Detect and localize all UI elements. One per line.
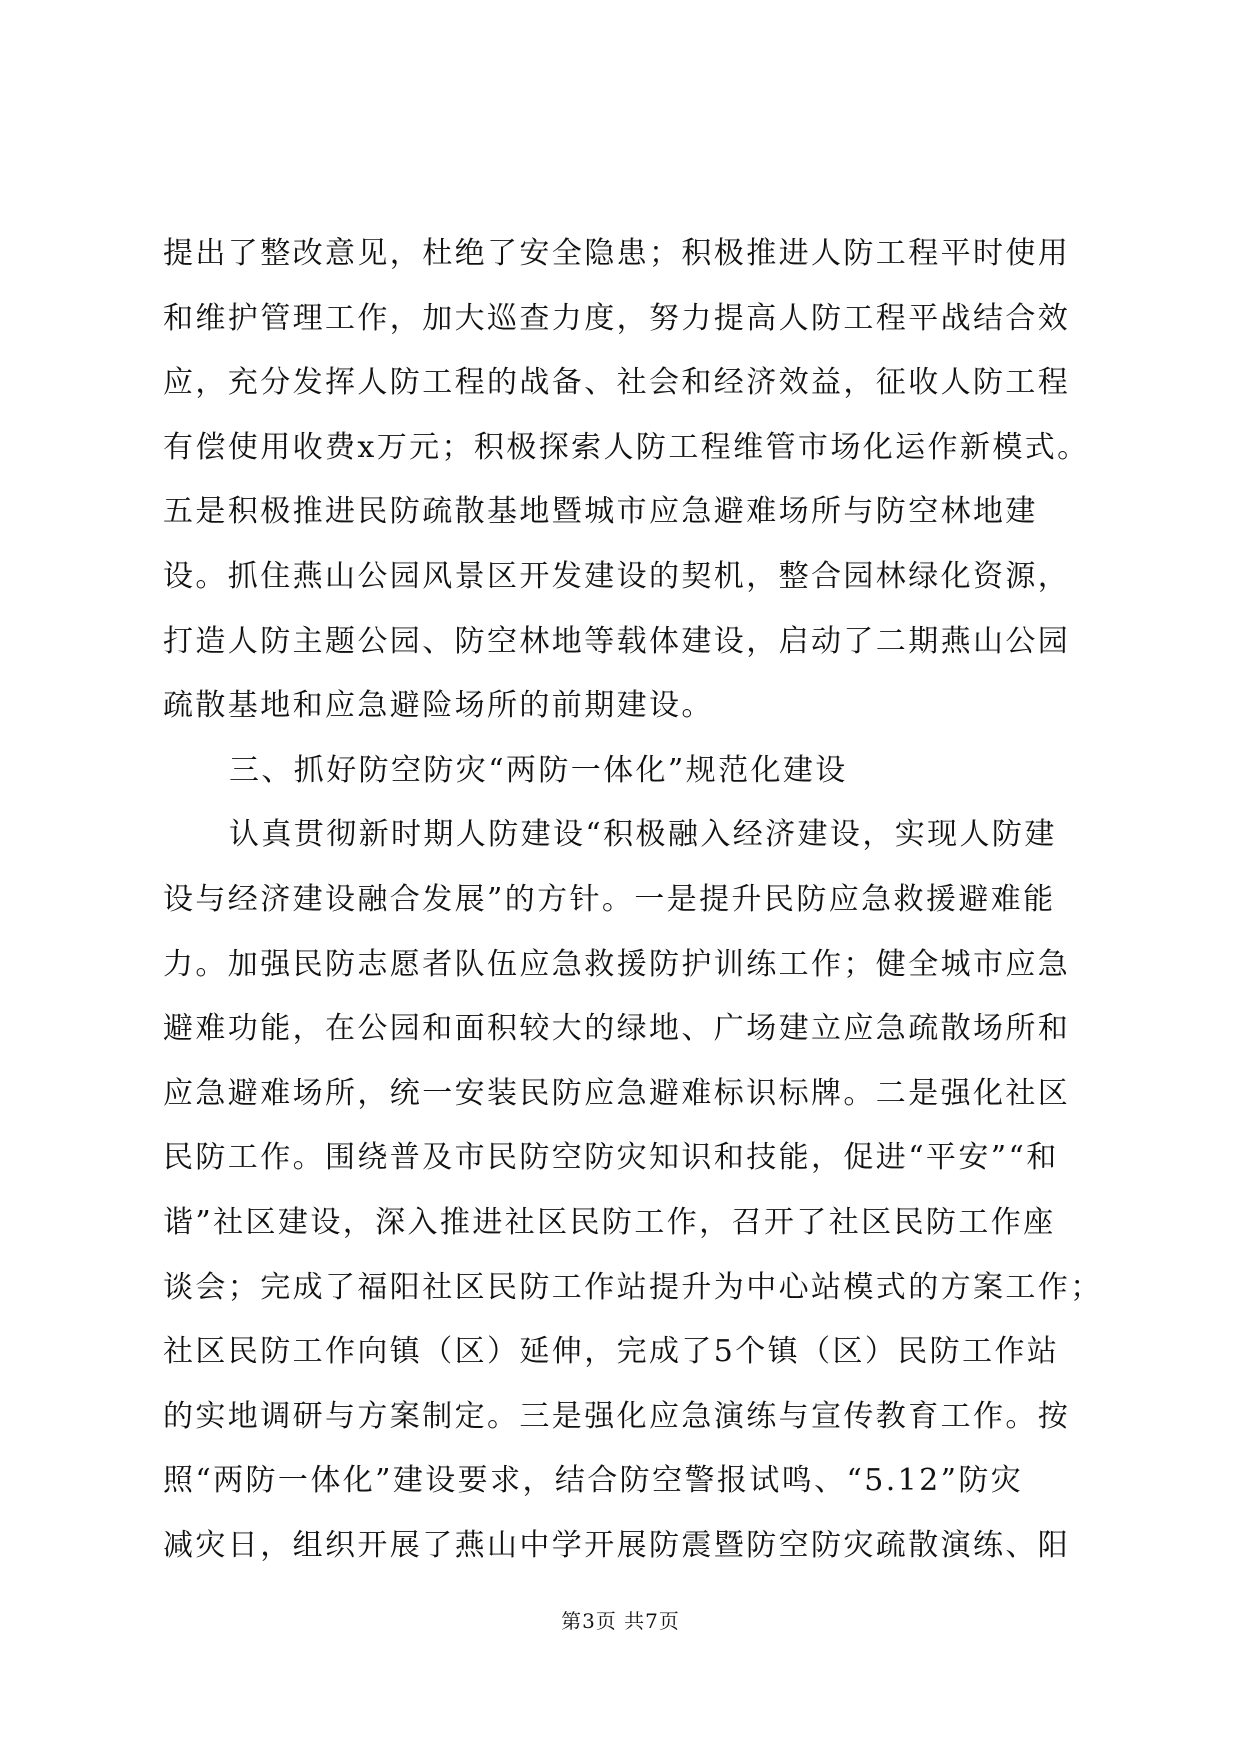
text-line: 疏散基地和应急避险场所的前期建设。 [163, 688, 714, 724]
text-line: 谐”社区建设，深入推进社区民防工作，召开了社区民防工作座 [163, 1204, 1056, 1240]
text-line: 设与经济建设融合发展”的方针。一是提升民防应急救援避难能 [163, 881, 1056, 917]
text-line: 民防工作。围绕普及市民防空防灾知识和技能，促进“平安”“和 [163, 1140, 1059, 1176]
text-line: 照“两防一体化”建设要求，结合防空警报试鸣、“5.12”防灾 [163, 1463, 1024, 1499]
text-line: 避难功能，在公园和面积较大的绿地、广场建立应急疏散场所和 [163, 1011, 1071, 1047]
text-line: 设。抓住燕山公园风景区开发建设的契机，整合园林绿化资源， [163, 558, 1071, 594]
text-line: 和维护管理工作，加大巡查力度，努力提高人防工程平战结合效 [163, 300, 1071, 336]
text-line: 五是积极推进民防疏散基地暨城市应急避难场所与防空林地建 [163, 494, 1038, 530]
page-number-footer: 第3页 共7页 [561, 1609, 680, 1633]
text-line: 应急避难场所，统一安装民防应急避难标识标牌。二是强化社区 [163, 1075, 1071, 1111]
text-line: 应，充分发挥人防工程的战备、社会和经济效益，征收人防工程 [163, 365, 1071, 401]
text-line: 提出了整改意见，杜绝了安全隐患；积极推进人防工程平时使用 [163, 236, 1071, 271]
text-line: 力。加强民防志愿者队伍应急救援防护训练工作；健全城市应急 [163, 946, 1071, 982]
text-line: 减灾日，组织开展了燕山中学开展防震暨防空防灾疏散演练、阳 [163, 1527, 1071, 1563]
paragraph-first-line: 认真贯彻新时期人防建设“积极融入经济建设，实现人防建 [229, 817, 1057, 853]
body-text [163, 222, 1103, 1578]
text-line: 有偿使用收费x万元；积极探索人防工程维管市场化运作新模式。 [163, 429, 1090, 465]
section-heading: 三、抓好防空防灾“两防一体化”规范化建设 [229, 752, 848, 788]
text-line: 的实地调研与方案制定。三是强化应急演练与宣传教育工作。按 [163, 1398, 1071, 1434]
text-line: 谈会；完成了福阳社区民防工作站提升为中心站模式的方案工作； [163, 1269, 1103, 1305]
text-line: 打造人防主题公园、防空林地等载体建设，启动了二期燕山公园 [163, 623, 1071, 659]
text-line: 社区民防工作向镇（区）延伸，完成了5个镇（区）民防工作站 [163, 1334, 1060, 1370]
